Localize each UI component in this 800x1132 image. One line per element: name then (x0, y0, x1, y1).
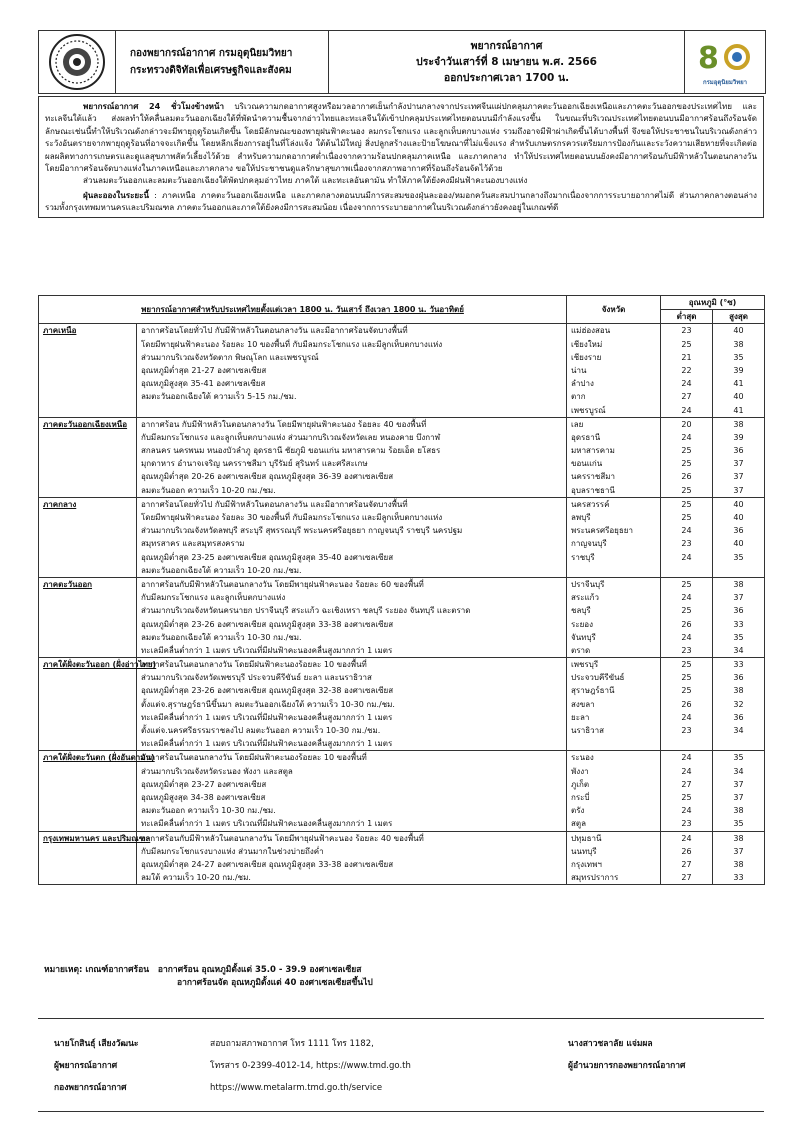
forecast-text: อากาศร้อนโดยทั่วไป กับมีฟ้าหลัวในตอนกลางวัน และมีอากาศร้อนจัดบางพื้นที่ (137, 497, 567, 511)
max-temp: 35 (713, 751, 765, 765)
max-temp: 38 (713, 831, 765, 845)
max-temp (713, 737, 765, 751)
forecast-text: สมุทรสาคร และสมุทรสงคราม (137, 537, 567, 550)
province-name: ตรัง (567, 804, 661, 817)
contact-metalarm-link[interactable]: https://www.metalarm.tmd.go.th/service (210, 1083, 383, 1093)
forecast-text: ตั้งแต่จ.สุราษฎร์ธานีขึ้นมา ลมตะวันออกเฉียงใต้ ความเร็ว 10-30 กม./ชม. (137, 698, 567, 711)
forecast-row (39, 698, 765, 711)
forecast-row (39, 684, 765, 697)
province-name: เพชรบูรณ์ (567, 404, 661, 418)
region-name: ภาคตะวันออก (39, 577, 137, 657)
max-temp: 41 (713, 377, 765, 390)
note-label: หมายเหตุ: เกณฑ์อากาศร้อน (44, 965, 150, 975)
forecast-text: อากาศร้อน กับมีฟ้าหลัวในตอนกลางวัน โดยมีพายุฝนฟ้าคะนอง ร้อยละ 40 ของพื้นที่ (137, 417, 567, 431)
min-temp: 25 (661, 338, 713, 351)
forecast-text: อุณหภูมิสูงสุด 35-41 องศาเซลเซียส (137, 377, 567, 390)
max-temp: 38 (713, 684, 765, 697)
max-temp: 32 (713, 698, 765, 711)
forecast-text: ลมตะวันออก ความเร็ว 10-20 กม./ชม. (137, 484, 567, 498)
max-temp (713, 564, 765, 578)
forecast-row (39, 845, 765, 858)
forecast-text: อากาศร้อนกับมีฟ้าหลัวในตอนกลางวัน โดยมีพายุฝนฟ้าคะนอง ร้อยละ 40 ของพื้นที่ (137, 831, 567, 845)
issue-time: ออกประกาศเวลา 1700 น. (443, 72, 570, 84)
forecast-text: ลมตะวันออกเฉียงใต้ ความเร็ว 10-30 กม./ชม. (137, 631, 567, 644)
min-temp: 23 (661, 817, 713, 831)
forecast-row (39, 871, 765, 885)
forecast-text: ส่วนมากบริเวณจังหวัดตาก พิษณุโลก และเพชรบูรณ์ (137, 351, 567, 364)
anniversary-logo (685, 31, 765, 93)
note-hot: อากาศร้อน อุณหภูมิตั้งแต่ 35.0 - 39.9 องศาเซลเซียส (157, 965, 362, 975)
min-temp (661, 737, 713, 751)
forecast-row (39, 444, 765, 457)
min-temp: 25 (661, 577, 713, 591)
forecast-text: ทะเลมีคลื่นต่ำกว่า 1 เมตร บริเวณที่มีฝนฟ้าคะนองคลื่นสูงมากกว่า 1 เมตร (137, 644, 567, 658)
province-name: น่าน (567, 364, 661, 377)
forecast-text: ส่วนมากบริเวณจังหวัดนครนายก ปราจีนบุรี สระแก้ว ฉะเชิงเทรา ชลบุรี ระยอง จันทบุรี และตราด (137, 604, 567, 617)
forecast-text: อากาศร้อนในตอนกลางวัน โดยมีฝนฟ้าคะนองร้อยละ 10 ของพื้นที่ (137, 751, 567, 765)
forecast-row (39, 618, 765, 631)
forecast-row (39, 484, 765, 498)
forecast-text: อุณหภูมิต่ำสุด 24-27 องศาเซลเซียส อุณหภูมิสูงสุด 33-38 องศาเซลเซียส (137, 858, 567, 871)
forecast-row (39, 671, 765, 684)
max-temp: 35 (713, 631, 765, 644)
province-name: ภูเก็ต (567, 778, 661, 791)
province-name: เชียงราย (567, 351, 661, 364)
forecast-row (39, 524, 765, 537)
tmd-emblem (39, 31, 116, 93)
forecast-text: ทะเลมีคลื่นต่ำกว่า 1 เมตร บริเวณที่มีฝนฟ้าคะนองคลื่นสูงมากกว่า 1 เมตร (137, 817, 567, 831)
min-temp: 24 (661, 377, 713, 390)
province-name: ปราจีนบุรี (567, 577, 661, 591)
document-title-block (329, 31, 685, 93)
province-name: นนทบุรี (567, 845, 661, 858)
min-temp: 25 (661, 671, 713, 684)
province-name: จันทบุรี (567, 631, 661, 644)
tmd-seal-icon (48, 33, 106, 91)
max-temp: 39 (713, 431, 765, 444)
province-name: ลพบุรี (567, 511, 661, 524)
forecast-text: ลมตะวันออกเฉียงใต้ ความเร็ว 5-15 กม./ชม. (137, 390, 567, 403)
min-temp: 23 (661, 644, 713, 658)
max-temp: 41 (713, 404, 765, 418)
province-name: ราชบุรี (567, 551, 661, 564)
province-name: ตราด (567, 644, 661, 658)
forecast-row (39, 377, 765, 390)
director-block (568, 1033, 685, 1077)
region-name: ภาคใต้ฝั่งตะวันตก (ฝั่งอันดามัน) (39, 751, 137, 831)
max-temp-header: สูงสุด (713, 310, 765, 324)
province-name: เพชรบุรี (567, 658, 661, 672)
province-name: สุราษฎร์ธานี (567, 684, 661, 697)
region-name: ภาคเหนือ (39, 324, 137, 417)
province-name: เลย (567, 417, 661, 431)
province-name: สระแก้ว (567, 591, 661, 604)
forecast-period-header: พยากรณ์อากาศสำหรับประเทศไทยตั้งแต่เวลา 1800 น. วันเสาร์ ถึงเวลา 1800 น. วันอาทิตย์ (39, 296, 567, 324)
province-name: สมุทรปราการ (567, 871, 661, 885)
dust-lead: ฝุ่นละอองในระยะนี้ (83, 189, 150, 200)
forecaster-role: ผู้พยากรณ์อากาศ (54, 1061, 118, 1071)
max-temp: 33 (713, 658, 765, 672)
min-temp: 23 (661, 724, 713, 737)
forecast-text: อุณหภูมิต่ำสุด 20-26 องศาเซลเซียส อุณหภูมิสูงสุด 36-39 องศาเซลเซียส (137, 470, 567, 483)
max-temp: 37 (713, 845, 765, 858)
svg-text:8: 8 (698, 41, 719, 76)
forecast-row (39, 364, 765, 377)
note-line-1 (44, 964, 373, 977)
org-line-1: กองพยากรณ์อากาศ กรมอุตุนิยมวิทยา (130, 48, 293, 59)
min-temp: 24 (661, 404, 713, 418)
province-name: อุบลราชธานี (567, 484, 661, 498)
min-temp: 26 (661, 618, 713, 631)
min-temp: 27 (661, 778, 713, 791)
note-very-hot: อากาศร้อนจัด อุณหภูมิตั้งแต่ 40 องศาเซลเซียสขึ้นไป (177, 978, 373, 988)
min-temp: 24 (661, 524, 713, 537)
province-name: กาญจนบุรี (567, 537, 661, 550)
forecast-text: กับมีลมกระโชกแรง และลูกเห็บตกบางแห่ง ส่วนมากบริเวณจังหวัดเลย หนองคาย บึงกาฬ (137, 431, 567, 444)
forecaster-division: กองพยากรณ์อากาศ (54, 1083, 127, 1093)
max-temp: 40 (713, 497, 765, 511)
forecast-row (39, 778, 765, 791)
max-temp: 40 (713, 390, 765, 403)
province-name: ตาก (567, 390, 661, 403)
forecast-row (39, 858, 765, 871)
min-temp: 26 (661, 845, 713, 858)
region-name: กรุงเทพมหานคร และปริมณฑล (39, 831, 137, 885)
document-title: พยากรณ์อากาศ (470, 40, 543, 52)
min-temp: 24 (661, 591, 713, 604)
forecaster-block (54, 1033, 138, 1099)
forecast-text: สกลนคร นครพนม หนองบัวลำภู อุดรธานี ชัยภูมิ ขอนแก่น มหาสารคาม ร้อยเอ็ด ยโสธร (137, 444, 567, 457)
province-name (567, 737, 661, 751)
min-temp: 25 (661, 604, 713, 617)
forecast-text: อุณหภูมิต่ำสุด 23-27 องศาเซลเซียส (137, 778, 567, 791)
max-temp: 38 (713, 804, 765, 817)
min-temp: 22 (661, 364, 713, 377)
forecast-text: อุณหภูมิต่ำสุด 23-26 องศาเซลเซียส อุณหภูมิสูงสุด 32-38 องศาเซลเซียส (137, 684, 567, 697)
anniversary-logo-text: กรมอุตุนิยมวิทยา (702, 79, 748, 86)
province-name: ขอนแก่น (567, 457, 661, 470)
province-name: กรุงเทพฯ (567, 858, 661, 871)
province-header: จังหวัด (567, 296, 661, 324)
forecast-row (39, 711, 765, 724)
forecast-row (39, 351, 765, 364)
forecast-text: อุณหภูมิสูงสุด 34-38 องศาเซลเซียส (137, 791, 567, 804)
forecast-text: อากาศร้อนโดยทั่วไป กับมีฟ้าหลัวในตอนกลางวัน และมีอากาศร้อนจัดบางพื้นที่ (137, 324, 567, 338)
min-temp: 27 (661, 858, 713, 871)
heat-criteria-note (44, 964, 373, 990)
synopsis-box (38, 96, 764, 218)
forecast-row (39, 338, 765, 351)
max-temp: 33 (713, 871, 765, 885)
min-temp: 23 (661, 324, 713, 338)
max-temp: 38 (713, 417, 765, 431)
dust-paragraph (45, 189, 757, 214)
forecast-row (39, 537, 765, 550)
province-name: นครราชสีมา (567, 470, 661, 483)
forecast-text: กับมีลมกระโชกแรงบางแห่ง ส่วนมากในช่วงบ่ายถึงค่ำ (137, 845, 567, 858)
forecast-text: ลมตะวันออก ความเร็ว 10-30 กม./ชม. (137, 804, 567, 817)
max-temp: 40 (713, 324, 765, 338)
min-temp: 23 (661, 537, 713, 550)
forecast-row (39, 791, 765, 804)
max-temp: 35 (713, 817, 765, 831)
min-temp: 26 (661, 698, 713, 711)
forecast-row (39, 404, 765, 418)
max-temp: 39 (713, 364, 765, 377)
forecast-row (39, 737, 765, 751)
forecast-text: ส่วนมากบริเวณจังหวัดเพชรบุรี ประจวบคีรีขันธ์ ยะลา และนราธิวาส (137, 671, 567, 684)
max-temp: 40 (713, 537, 765, 550)
province-name: นราธิวาส (567, 724, 661, 737)
forecast-text: ตั้งแต่จ.นครศรีธรรมราชลงไป ลมตะวันออก ความเร็ว 10-30 กม./ชม. (137, 724, 567, 737)
max-temp: 36 (713, 524, 765, 537)
min-temp (661, 564, 713, 578)
max-temp: 37 (713, 470, 765, 483)
min-temp: 25 (661, 791, 713, 804)
min-temp: 21 (661, 351, 713, 364)
max-temp: 38 (713, 577, 765, 591)
forecast-row (39, 577, 765, 591)
region-name: ภาคกลาง (39, 497, 137, 577)
province-name: อุดรธานี (567, 431, 661, 444)
forecast-row (39, 431, 765, 444)
province-name: สตูล (567, 817, 661, 831)
max-temp: 37 (713, 484, 765, 498)
min-temp: 24 (661, 551, 713, 564)
forecast-row (39, 324, 765, 338)
max-temp: 35 (713, 351, 765, 364)
director-name: นางสาวชลาลัย แจ่มผล (568, 1039, 653, 1049)
province-name: ยะลา (567, 711, 661, 724)
org-line-2: กระทรวงดิจิทัลเพื่อเศรษฐกิจและสังคม (130, 65, 292, 76)
forecast-row (39, 817, 765, 831)
max-temp: 34 (713, 644, 765, 658)
min-temp: 26 (661, 470, 713, 483)
forecast-text: ทะเลมีคลื่นต่ำกว่า 1 เมตร บริเวณที่มีฝนฟ้าคะนองคลื่นสูงมากกว่า 1 เมตร (137, 737, 567, 751)
forecast-row (39, 751, 765, 765)
min-temp: 24 (661, 831, 713, 845)
forecast-text: กับมีลมกระโชกแรง และลูกเห็บตกบางแห่ง (137, 591, 567, 604)
max-temp: 38 (713, 858, 765, 871)
contact-block (210, 1033, 411, 1099)
region-name: ภาคใต้ฝั่งตะวันออก (ฝั่งอ่าวไทย) (39, 658, 137, 751)
province-name: พระนครศรีอยุธยา (567, 524, 661, 537)
min-temp: 24 (661, 751, 713, 765)
max-temp: 34 (713, 724, 765, 737)
forecast-text: ส่วนมากบริเวณจังหวัดลพบุรี สระบุรี สุพรรณบุรี พระนครศรีอยุธยา กาญจนบุรี ราชบุรี นครปฐม (137, 524, 567, 537)
max-temp: 36 (713, 711, 765, 724)
min-temp: 25 (661, 484, 713, 498)
max-temp: 35 (713, 551, 765, 564)
max-temp: 33 (713, 618, 765, 631)
max-temp: 36 (713, 671, 765, 684)
dust-text: : ภาคเหนือ ภาคตะวันออกเฉียงเหนือ และภาคกลางตอนบนมีการสะสมของฝุ่นละออง/หมอกควันสะสมปานกลางถึงมากเนื่องจากการระบายอากาศไม่ดี ส่วนภาคกลางตอนล่างรวมทั้งกรุงเทพมหานครและปริมณฑล ภาคตะวันออกและภาคใต้ยังคงมีการสะสมน้อย เนื่องจากการระบายอากาศในบริเวณดังกล่าวยังคงอยู่ในเกณฑ์ดี (45, 189, 757, 213)
province-name: ประจวบคีรีขันธ์ (567, 671, 661, 684)
forecast-text (137, 404, 567, 418)
forecast-row (39, 604, 765, 617)
forecaster-name: นายโกสินธุ์ เสียงวัฒนะ (54, 1039, 139, 1049)
forecast-row (39, 511, 765, 524)
max-temp: 37 (713, 591, 765, 604)
max-temp: 37 (713, 457, 765, 470)
footer (38, 1018, 764, 1112)
province-name: ปทุมธานี (567, 831, 661, 845)
forecast-text: อุณหภูมิต่ำสุด 23-26 องศาเซลเซียส อุณหภูมิสูงสุด 33-38 องศาเซลเซียส (137, 618, 567, 631)
forecast-text: ทะเลมีคลื่นต่ำกว่า 1 เมตร บริเวณที่มีฝนฟ้าคะนองคลื่นสูงมากกว่า 1 เมตร (137, 711, 567, 724)
max-temp: 37 (713, 791, 765, 804)
forecast-text: โดยมีพายุฝนฟ้าคะนอง ร้อยละ 30 ของพื้นที่ กับมีลมกระโชกแรง และมีลูกเห็บตกบางแห่ง (137, 511, 567, 524)
min-temp: 24 (661, 804, 713, 817)
forecast-row (39, 644, 765, 658)
province-name: ระยอง (567, 618, 661, 631)
forecast-row (39, 765, 765, 778)
forecast-text: มุกดาหาร อำนาจเจริญ นครราชสีมา บุรีรัมย์ สุรินทร์ และศรีสะเกษ (137, 457, 567, 470)
forecast-row (39, 390, 765, 403)
min-temp: 24 (661, 765, 713, 778)
forecast-row (39, 457, 765, 470)
forecast-table-body (39, 324, 765, 885)
min-temp: 25 (661, 684, 713, 697)
organization-name (116, 31, 329, 93)
min-temp-header: ต่ำสุด (661, 310, 713, 324)
document-header (38, 30, 766, 94)
min-temp: 25 (661, 457, 713, 470)
min-temp: 25 (661, 658, 713, 672)
forecast-row (39, 591, 765, 604)
forecast-row (39, 417, 765, 431)
max-temp: 40 (713, 511, 765, 524)
province-name: มหาสารคาม (567, 444, 661, 457)
max-temp: 36 (713, 604, 765, 617)
min-temp: 24 (661, 431, 713, 444)
max-temp: 34 (713, 765, 765, 778)
forecast-row (39, 658, 765, 672)
synopsis-lead: พยากรณ์อากาศ 24 ชั่วโมงข้างหน้า (83, 101, 225, 111)
director-role: ผู้อำนวยการกองพยากรณ์อากาศ (568, 1061, 686, 1071)
forecast-text: อากาศร้อนกับมีฟ้าหลัวในตอนกลางวัน โดยมีพายุฝนฟ้าคะนอง ร้อยละ 60 ของพื้นที่ (137, 577, 567, 591)
province-name: ระนอง (567, 751, 661, 765)
synopsis-paragraph (45, 100, 757, 174)
province-name: แม่ฮ่องสอน (567, 324, 661, 338)
min-temp: 25 (661, 497, 713, 511)
min-temp: 24 (661, 711, 713, 724)
forecast-row (39, 831, 765, 845)
forecast-text: ส่วนมากบริเวณจังหวัดระนอง พังงา และสตูล (137, 765, 567, 778)
forecast-text: โดยมีพายุฝนฟ้าคะนอง ร้อยละ 10 ของพื้นที่ กับมีลมกระโชกแรง และมีลูกเห็บตกบางแห่ง (137, 338, 567, 351)
province-name: นครสวรรค์ (567, 497, 661, 511)
min-temp: 27 (661, 390, 713, 403)
contact-phone: สอบถามสภาพอากาศ โทร 1111 โทร 1182, (210, 1039, 374, 1049)
forecast-row (39, 724, 765, 737)
south-wind-paragraph: ส่วนลมตะวันออกและลมตะวันออกเฉียงใต้พัดปกคลุมอ่าวไทย ภาคใต้ และทะเลอันดามัน ทำให้ภาคใต้ยังคงมีฝนฟ้าคะนองบางแห่ง (83, 175, 528, 186)
province-name: กระบี่ (567, 791, 661, 804)
forecast-text: อุณหภูมิต่ำสุด 21-27 องศาเซลเซียส (137, 364, 567, 377)
tmd-80-year-logo-icon (692, 34, 758, 90)
forecast-row (39, 551, 765, 564)
min-temp: 20 (661, 417, 713, 431)
province-name: พังงา (567, 765, 661, 778)
province-name (567, 564, 661, 578)
forecast-table (38, 295, 765, 885)
province-name: สงขลา (567, 698, 661, 711)
forecast-text: อุณหภูมิต่ำสุด 23-25 องศาเซลเซียส อุณหภูมิสูงสุด 35-40 องศาเซลเซียส (137, 551, 567, 564)
province-name: ลำปาง (567, 377, 661, 390)
forecast-text: ลมตะวันออกเฉียงใต้ ความเร็ว 10-20 กม./ชม. (137, 564, 567, 578)
min-temp: 27 (661, 871, 713, 885)
temperature-header: อุณหภูมิ (°ซ) (661, 296, 765, 310)
forecast-row (39, 631, 765, 644)
province-name: เชียงใหม่ (567, 338, 661, 351)
province-name: ชลบุรี (567, 604, 661, 617)
min-temp: 25 (661, 511, 713, 524)
forecast-row (39, 470, 765, 483)
forecast-row (39, 804, 765, 817)
contact-fax-web[interactable]: โทรสาร 0-2399-4012-14, https://www.tmd.go.th (210, 1061, 411, 1071)
region-name: ภาคตะวันออกเฉียงเหนือ (39, 417, 137, 497)
max-temp: 37 (713, 778, 765, 791)
max-temp: 36 (713, 444, 765, 457)
max-temp: 38 (713, 338, 765, 351)
forecast-row (39, 564, 765, 578)
forecast-text: ลมใต้ ความเร็ว 10-20 กม./ชม. (137, 871, 567, 885)
min-temp: 24 (661, 631, 713, 644)
synopsis-text: บริเวณความกดอากาศสูงหรือมวลอากาศเย็นกำลังปานกลางจากประเทศจีนแผ่ปกคลุมภาคตะวันออกเฉียงเหนือและภาคตะวันออกของประเทศไทย และทะเลจีนใต้แล้ว ส่งผลทำให้คลื่นลมตะวันออกเฉียงใต้ที่พัดนำความชื้นจากอ่าวไทยและทะเลจีนใต้เข้าปกคลุมประเทศไทยตอนบนมีกำลังแรงขึ้น ในขณะที่บริเวณประเทศไทยตอนบนมีอากาศร้อนถึงร้อนจัด ลักษณะเช่นนี้ทำให้บริเวณดังกล่าวจะมีพายุฤดูร้อนเกิดขึ้น โดยมีลักษณะของพายุฝนฟ้าคะนอง ลมกระโชกแรง และลูกเห็บตกบางแห่ง รวมถึงอาจมีฟ้าผ่าเกิดขึ้นได้บางพื้นที่ จึงขอให้ประชาชนในบริเวณดังกล่าวระวังอันตรายจากพายุฤดูร้อนที่อาจจะเกิดขึ้น โดยหลีกเลี่ยงการอยู่ในที่โล่งแจ้ง ใต้ต้นไม้ใหญ่ สิ่งปลูกสร้างและป้ายโฆษณาที่ไม่แข็งแรง สำหรับเกษตรกรควรเตรียมการป้องกันและระวังความเสียหายที่จะเกิดต่อผลผลิตทางการเกษตรและดูแลสุขภาพสัตว์เลี้ยงไว้ด้วย สำหรับความกดอากาศต่ำเนื่องจากความร้อนปกคลุมภาคเหนือ และภาคกลาง ทำให้ประเทศไทยตอนบนยังคงมีอากาศร้อนกับมีฟ้าหลัวในตอนกลางวัน โดยมีอากาศร้อนจัดบางแห่งในภาคเหนือและภาคกลาง ขอให้ประชาชนดูแลรักษาสุขภาพเนื่องจากสภาพอากาศที่ร้อนถึงร้อนจัดไว้ด้วย (45, 101, 757, 174)
document-date: ประจำวันเสาร์ที่ 8 เมษายน พ.ศ. 2566 (416, 56, 597, 68)
min-temp: 25 (661, 444, 713, 457)
forecast-text: อากาศร้อนในตอนกลางวัน โดยมีฝนฟ้าคะนองร้อยละ 10 ของพื้นที่ (137, 658, 567, 672)
forecast-row (39, 497, 765, 511)
